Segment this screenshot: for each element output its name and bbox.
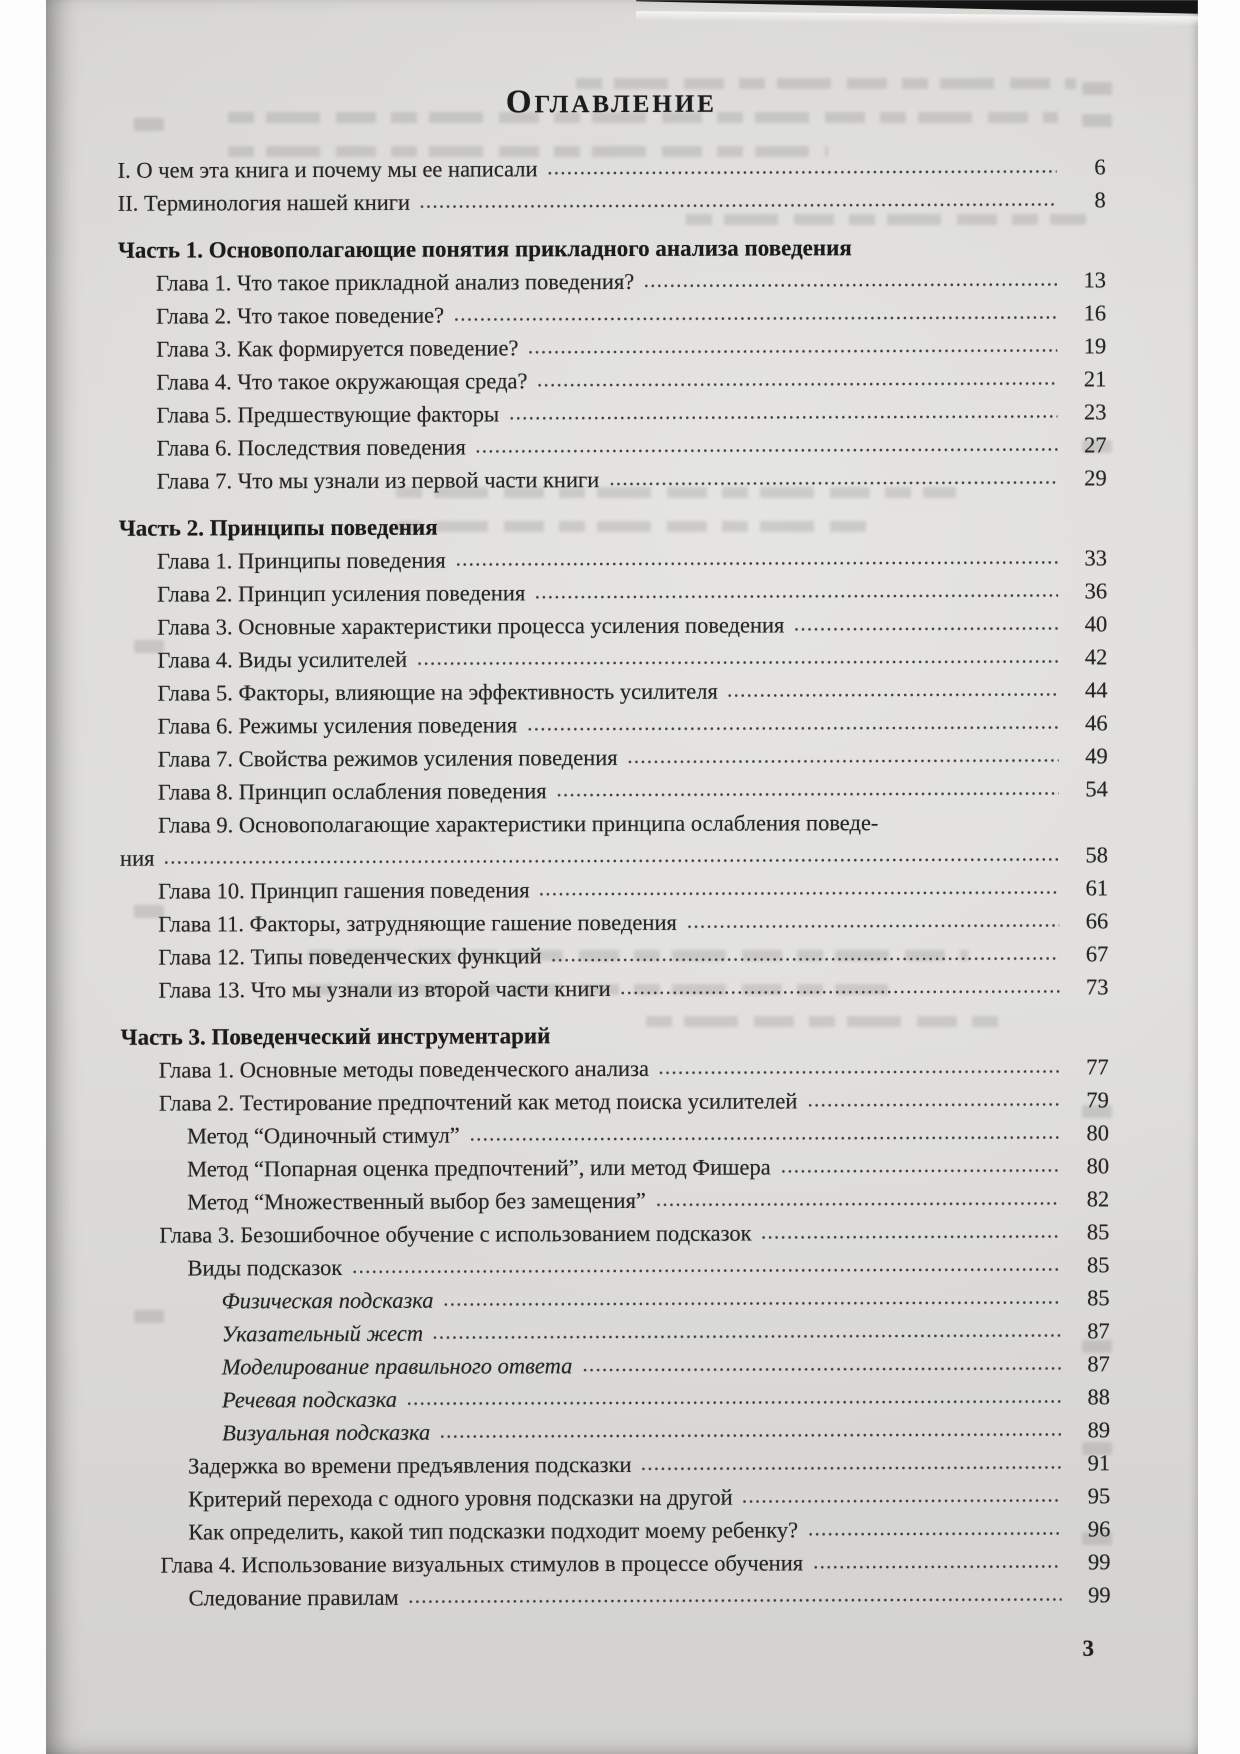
toc-entry-label: II. Терминология нашей книги — [117, 189, 411, 216]
toc-entry-label: Моделирование правильного ответа — [221, 1353, 573, 1380]
toc-entry-page: 85 — [1087, 1285, 1110, 1311]
toc-entry-label: Речевая подсказка — [221, 1386, 398, 1413]
toc-part-heading-label: Часть 1. Основополагающие понятия прикладного анализа поведения — [117, 235, 852, 263]
toc-entry-label: Задержка во времени предъявления подсказки — [188, 1451, 632, 1479]
toc-entry-label: Как определить, какой тип подсказки подходит моему ребенку? — [188, 1517, 799, 1545]
toc-entry-page: 8 — [1094, 187, 1106, 213]
toc-entry-label: Метод “Множественный выбор без замещения” — [187, 1187, 646, 1215]
toc-part-heading — [121, 1014, 1109, 1050]
toc-entry — [120, 703, 1108, 739]
toc-entry-page: 99 — [1087, 1549, 1111, 1575]
toc-entry-label: Глава 4. Использование визуальных стимулов в процессе обучения — [160, 1550, 804, 1578]
toc-entry-page: 29 — [1084, 465, 1107, 491]
toc-entry-label: Глава 7. Что мы узнали из первой части книги — [156, 467, 600, 494]
toc-entry-page: 36 — [1084, 578, 1108, 604]
toc-entry — [122, 1344, 1110, 1380]
dot-leader — [408, 1597, 1062, 1603]
dot-leader — [608, 480, 1057, 486]
dot-leader — [536, 381, 1057, 387]
toc-entry-label: Глава 5. Факторы, влияющие на эффективность усилителя — [157, 678, 718, 706]
dot-leader — [581, 1366, 1060, 1372]
toc-entry — [120, 934, 1108, 970]
toc-entry-page: 61 — [1085, 875, 1109, 901]
toc-part-heading — [119, 505, 1107, 541]
toc-entry — [122, 1542, 1110, 1578]
toc-entry-label: I. О чем эта книга и почему мы ее написали — [117, 156, 538, 183]
toc-entry-label: Глава 1. Основные методы поведенческого анализа — [158, 1055, 650, 1083]
toc-entry — [119, 604, 1107, 640]
toc-entry-page: 95 — [1087, 1483, 1111, 1509]
toc-entry-page: 16 — [1083, 300, 1107, 326]
toc-entry — [121, 1146, 1109, 1182]
toc-part-heading-label: Часть 2. Принципы поведения — [118, 514, 438, 541]
table-of-contents — [117, 82, 1110, 1611]
toc-entry — [123, 1575, 1111, 1611]
scan-glare-artifact — [636, 11, 1198, 26]
toc-entry — [119, 538, 1107, 574]
toc-entry-label: Глава 9. Основополагающие характеристики принципа ослабления поведе- — [157, 810, 879, 838]
dot-leader — [686, 923, 1059, 928]
toc-entry — [120, 769, 1108, 805]
dot-leader — [163, 857, 1059, 864]
toc-entry-page: 23 — [1083, 399, 1107, 425]
toc-part-heading — [118, 227, 1106, 263]
toc-entry-label: ния — [119, 845, 155, 871]
toc-entry-page: 66 — [1085, 908, 1109, 934]
toc-entry — [121, 1080, 1109, 1116]
toc-entry-page: 99 — [1088, 1582, 1111, 1608]
toc-entry — [122, 1410, 1110, 1446]
dot-leader — [475, 447, 1058, 453]
dot-leader — [551, 956, 1060, 962]
dot-leader — [526, 725, 1058, 731]
toc-entry-page: 40 — [1084, 611, 1108, 637]
toc-entry-label: Глава 7. Свойства режимов усиления поведения — [157, 744, 618, 772]
dot-leader — [439, 1432, 1061, 1438]
toc-entry-page: 67 — [1085, 941, 1109, 967]
toc-entry — [120, 736, 1108, 772]
dot-leader — [658, 1069, 1060, 1074]
dot-leader — [727, 692, 1059, 697]
toc-entry-page: 54 — [1085, 776, 1108, 802]
toc-entry — [122, 1278, 1110, 1314]
toc-entry-label: Глава 3. Основные характеристики процесса усиления поведения — [157, 612, 785, 640]
toc-entry-label: Глава 11. Факторы, затрудняющие гашение поведения — [158, 909, 677, 937]
toc-entry — [120, 835, 1108, 871]
toc-entries — [118, 147, 1111, 1611]
dot-leader — [556, 791, 1059, 797]
toc-entry — [120, 802, 1108, 838]
toc-entry-page: 21 — [1083, 366, 1107, 392]
toc-entry-label: Следование правилам — [188, 1584, 399, 1611]
toc-entry-page: 46 — [1085, 710, 1108, 736]
toc-entry-page: 58 — [1085, 842, 1109, 868]
dot-leader — [432, 1333, 1061, 1339]
toc-entry — [121, 1113, 1109, 1149]
toc-entry — [118, 260, 1106, 296]
dot-leader — [641, 1465, 1062, 1470]
toc-entry-label: Глава 6. Режимы усиления поведения — [157, 712, 518, 739]
toc-entry — [118, 392, 1106, 428]
dot-leader — [469, 1135, 1060, 1141]
toc-entry-label: Глава 4. Виды усилителей — [157, 646, 408, 673]
toc-entry — [121, 1212, 1109, 1248]
toc-entry-page: 79 — [1086, 1087, 1109, 1113]
toc-entry-page: 73 — [1085, 974, 1109, 1000]
toc-entry-label: Критерий перехода с одного уровня подсказки на другой — [188, 1484, 733, 1512]
book-page — [46, 0, 1198, 1754]
toc-entry — [122, 1509, 1110, 1545]
toc-entry-label: Глава 5. Предшествующие факторы — [156, 401, 500, 428]
dot-leader — [643, 282, 1057, 287]
toc-entry — [122, 1311, 1110, 1347]
toc-entry — [118, 293, 1106, 329]
toc-entry — [121, 1245, 1109, 1281]
dot-leader — [351, 1267, 1060, 1273]
toc-entry-label: Глава 2. Тестирование предпочтений как метод поиска усилителей — [158, 1088, 798, 1116]
dot-leader — [442, 1300, 1060, 1306]
toc-entry — [122, 1377, 1110, 1413]
toc-entry-page: 6 — [1094, 154, 1106, 180]
toc-entry — [119, 637, 1107, 673]
toc-entry-page: 91 — [1087, 1450, 1111, 1476]
dot-leader — [627, 758, 1059, 764]
toc-entry-page: 88 — [1087, 1384, 1110, 1410]
dot-leader — [812, 1564, 1061, 1569]
dot-leader — [547, 169, 1057, 175]
toc-entry-label: Визуальная подсказка — [221, 1419, 431, 1446]
toc-entry-label: Метод “Одиночный стимул” — [186, 1122, 460, 1149]
toc-entry — [118, 326, 1106, 362]
toc-entry — [119, 425, 1107, 461]
toc-entry-label: Глава 3. Безошибочное обучение с использованием подсказок — [159, 1220, 752, 1248]
toc-entry-label: Глава 2. Принцип усиления поведения — [157, 580, 526, 607]
dot-leader — [807, 1531, 1061, 1536]
toc-entry-label: Глава 13. Что мы узнали из второй части книги — [158, 976, 611, 1003]
dot-leader — [419, 202, 1057, 208]
toc-part-heading-label: Часть 3. Поведенческий инструментарий — [120, 1023, 551, 1050]
toc-entry-page: 27 — [1084, 432, 1107, 458]
toc-entry-label: Глава 8. Принцип ослабления поведения — [157, 778, 547, 805]
dot-leader — [806, 1102, 1059, 1107]
page-title: ОГЛАВЛЕНИЕ — [505, 84, 718, 121]
toc-entry-page: 80 — [1086, 1153, 1110, 1179]
dot-leader — [527, 348, 1057, 354]
toc-entry-page: 49 — [1085, 743, 1108, 769]
toc-entry-page: 33 — [1084, 545, 1108, 571]
toc-entry-page: 87 — [1087, 1318, 1110, 1344]
dot-leader — [534, 593, 1058, 599]
toc-entry — [122, 1476, 1110, 1512]
toc-entry-page: 77 — [1086, 1054, 1109, 1080]
toc-entry-label: Глава 1. Принципы поведения — [156, 547, 446, 574]
toc-entry-label: Глава 1. Что такое прикладной анализ поведения? — [155, 268, 635, 296]
dot-leader — [742, 1498, 1062, 1503]
toc-entry-label: Указательный жест — [221, 1320, 424, 1347]
dot-leader — [455, 560, 1058, 566]
toc-entry — [118, 180, 1106, 216]
toc-entry-page: 87 — [1087, 1351, 1110, 1377]
toc-entry — [118, 359, 1106, 395]
toc-entry-page: 85 — [1086, 1219, 1110, 1245]
dot-leader — [406, 1399, 1061, 1405]
toc-entry — [120, 967, 1108, 1003]
toc-entry-label: Глава 12. Типы поведенческих функций — [158, 943, 542, 970]
toc-entry-page: 85 — [1086, 1252, 1110, 1278]
dot-leader — [655, 1201, 1060, 1206]
toc-entry — [120, 901, 1108, 937]
toc-entry — [118, 147, 1106, 183]
toc-entry-page: 19 — [1083, 333, 1107, 359]
toc-entry-page: 42 — [1084, 644, 1108, 670]
toc-entry — [121, 1179, 1109, 1215]
toc-entry-label: Глава 4. Что такое окружающая среда? — [156, 368, 528, 395]
toc-entry-label: Глава 3. Как формируется поведение? — [156, 335, 519, 362]
dot-leader — [539, 890, 1060, 896]
toc-entry — [119, 670, 1107, 706]
toc-entry-page: 13 — [1083, 267, 1107, 293]
toc-entry-label: Физическая подсказка — [221, 1287, 434, 1314]
dot-leader — [620, 989, 1060, 995]
dot-leader — [793, 626, 1058, 631]
toc-entry — [121, 1047, 1109, 1083]
toc-entry-label: Глава 10. Принцип гашения поведения — [158, 877, 530, 904]
toc-entry — [119, 458, 1107, 494]
toc-entry-page: 80 — [1086, 1120, 1110, 1146]
toc-entry-page: 44 — [1084, 677, 1108, 703]
dot-leader — [780, 1168, 1060, 1173]
toc-entry — [120, 868, 1108, 904]
dot-leader — [761, 1234, 1061, 1239]
toc-entry-page: 82 — [1086, 1186, 1110, 1212]
dot-leader — [416, 659, 1058, 665]
toc-entry-label: Метод “Попарная оценка предпочтений”, или метод Фишера — [187, 1154, 771, 1182]
toc-entry-label: Виды подсказок — [187, 1254, 343, 1281]
dot-leader — [508, 414, 1057, 420]
toc-entry-page: 96 — [1087, 1516, 1111, 1542]
toc-entry-label: Глава 6. Последствия поведения — [156, 434, 466, 461]
toc-entry — [119, 571, 1107, 607]
toc-entry-label: Глава 2. Что такое поведение? — [156, 302, 445, 329]
dot-leader — [453, 315, 1057, 321]
page-number: 3 — [1082, 1636, 1094, 1661]
toc-entry — [122, 1443, 1110, 1479]
toc-entry-page: 89 — [1087, 1417, 1111, 1443]
